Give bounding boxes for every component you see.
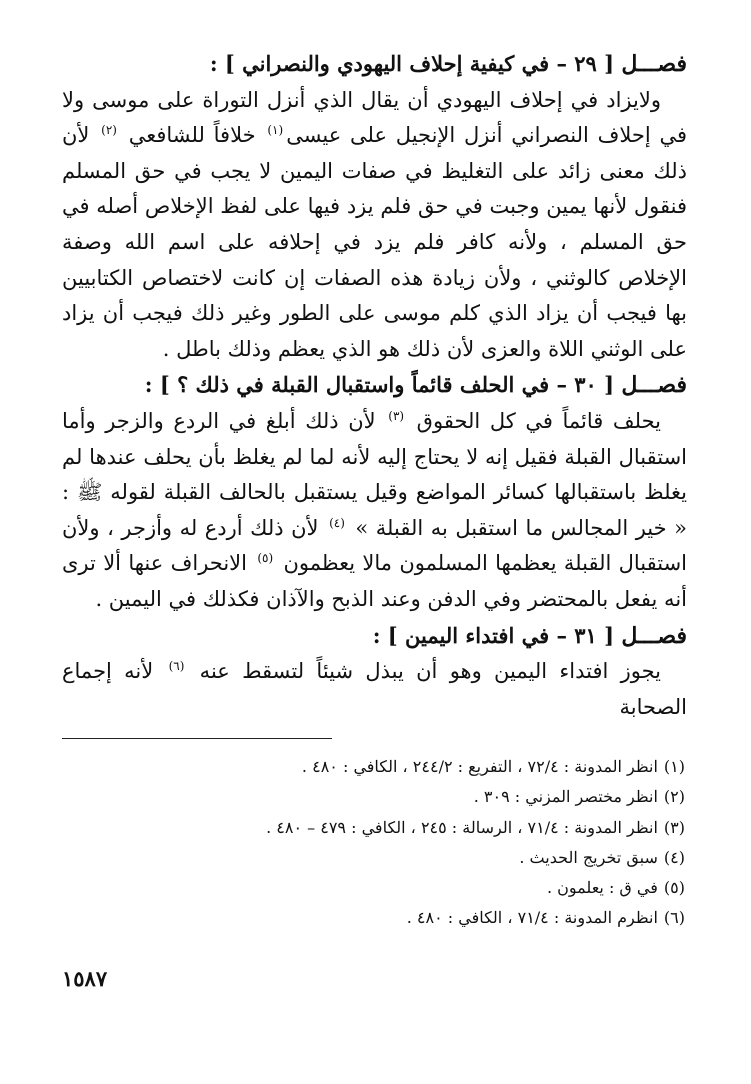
footnote-item (62, 813, 685, 843)
footnote-reference: (٤) (329, 515, 345, 530)
footnote-number: (٣) (663, 817, 685, 837)
paragraph-text: لأنه إجماع الصحابة (62, 659, 687, 719)
footnote-text: انظرم المدونة : ٧١/٤ ، الكافي : ٤٨٠ . (406, 908, 658, 928)
section-label: فصـــل (621, 372, 687, 399)
footnote-item (62, 782, 685, 812)
footnote-text: انظر مختصر المزني : ٣٠٩ . (473, 787, 658, 807)
section-paragraph (62, 404, 687, 618)
section-label: فصـــل (621, 622, 687, 649)
footnote-number: (٢) (663, 787, 685, 807)
footnote-reference: (٣) (388, 408, 405, 423)
footnote-item (62, 873, 685, 903)
footnote-number: (٦) (663, 908, 685, 928)
paragraph-text: لأن ذلك أردع له وأزجر ، ولأن استقبال القبلة يعظمها المسلمون مالا يعظمون (62, 515, 688, 576)
footnote-reference: (٢) (101, 123, 117, 138)
footnote-item (62, 843, 685, 873)
section-title: [ ٢٩ – في كيفية إحلاف اليهودي والنصراني ] : (209, 51, 615, 76)
footnote-reference: (١) (267, 123, 284, 138)
section-paragraph (62, 83, 687, 368)
page-number: ١٥٨٧ (62, 966, 108, 991)
section-heading (62, 618, 687, 655)
footnote-text: سبق تخريج الحديث . (519, 847, 658, 867)
footnotes (62, 752, 685, 934)
footnote-reference: (٦) (168, 659, 185, 674)
footnote-text: انظر المدونة : ٧١/٤ ، الرسالة : ٢٤٥ ، الكافي : ٤٧٩ – ٤٨٠ . (266, 817, 658, 837)
paragraph-text: الانحراف عنها ألا ترى أنه يفعل بالمحتضر وفي الدفن وعند الذبح والآذان فكذلك في اليمين . (62, 551, 687, 611)
main-text (62, 46, 687, 725)
footnote-number: (٥) (663, 878, 685, 898)
footnote-divider (62, 738, 332, 739)
section-paragraph (62, 654, 687, 725)
footnote-number: (٤) (663, 847, 685, 867)
footnote-number: (١) (663, 757, 685, 776)
footnote-item (62, 903, 685, 933)
paragraph-text: لأن ذلك معنى زائد على التغليظ في صفات اليمين لا يجب في حق المسلم فنقول لأنها يمين وجبت في حق فلم يزد فيها على لفظ الإخلاص أصله في حق المسلم ، ولأنه كافر فلم يزد في إحلافه على اسم الله وصفة الإخلاص كالوثني ، ولأن زيادة هذه الصفات إن كانت لاختصاص الكتابيين بها فيجب أن يزاد الذي كلم موسى على الطور وغير ذلك فيجب أن يزاد على الوثني اللاة والعزى لأن ذلك هو الذي يعظم وذلك باطل . (62, 123, 687, 361)
section-heading (62, 367, 687, 404)
paragraph-text: خلافاً للشافعي (119, 123, 265, 148)
footnote-item (62, 752, 685, 782)
footnote-text: في ق : يعلمون . (546, 878, 658, 898)
section-title: [ ٣٠ – في الحلف قائماً واستقبال القبلة في ذلك ؟ ] : (144, 372, 615, 398)
footnote-text: انظر المدونة : ٧٢/٤ ، التفريع : ٢٤٤/٢ ، الكافي : ٤٨٠ . (301, 757, 658, 776)
section-label: فصـــل (621, 51, 687, 77)
paragraph-text: يجوز افتداء اليمين وهو أن يبذل شيئاً لتسقط عنه (187, 659, 661, 684)
paragraph-text: يحلف قائماً في كل الحقوق (407, 408, 661, 433)
section-heading (62, 46, 687, 83)
paragraph-text: ولايزاد في إحلاف اليهودي أن يقال الذي أنزل التوراة على موسى ولا في إحلاف النصراني أنزل الإنجيل على عيسى (62, 87, 687, 148)
section-title: [ ٣١ – في افتداء اليمين ] : (372, 622, 615, 648)
footnote-reference: (٥) (257, 551, 274, 566)
paragraph-text: لأن ذلك أبلغ في الردع والزجر وأما استقبال القبلة فقيل إنه لا يحتاج إليه لأنه لما لم يغلظ بأن يحلف عندها لم يغلظ باستقبالها كسائر المواضع وقيل يستقبل بالحالف القبلة لقوله ﷺ : « خير المجالس ما استقبل به القبلة » (62, 408, 687, 540)
